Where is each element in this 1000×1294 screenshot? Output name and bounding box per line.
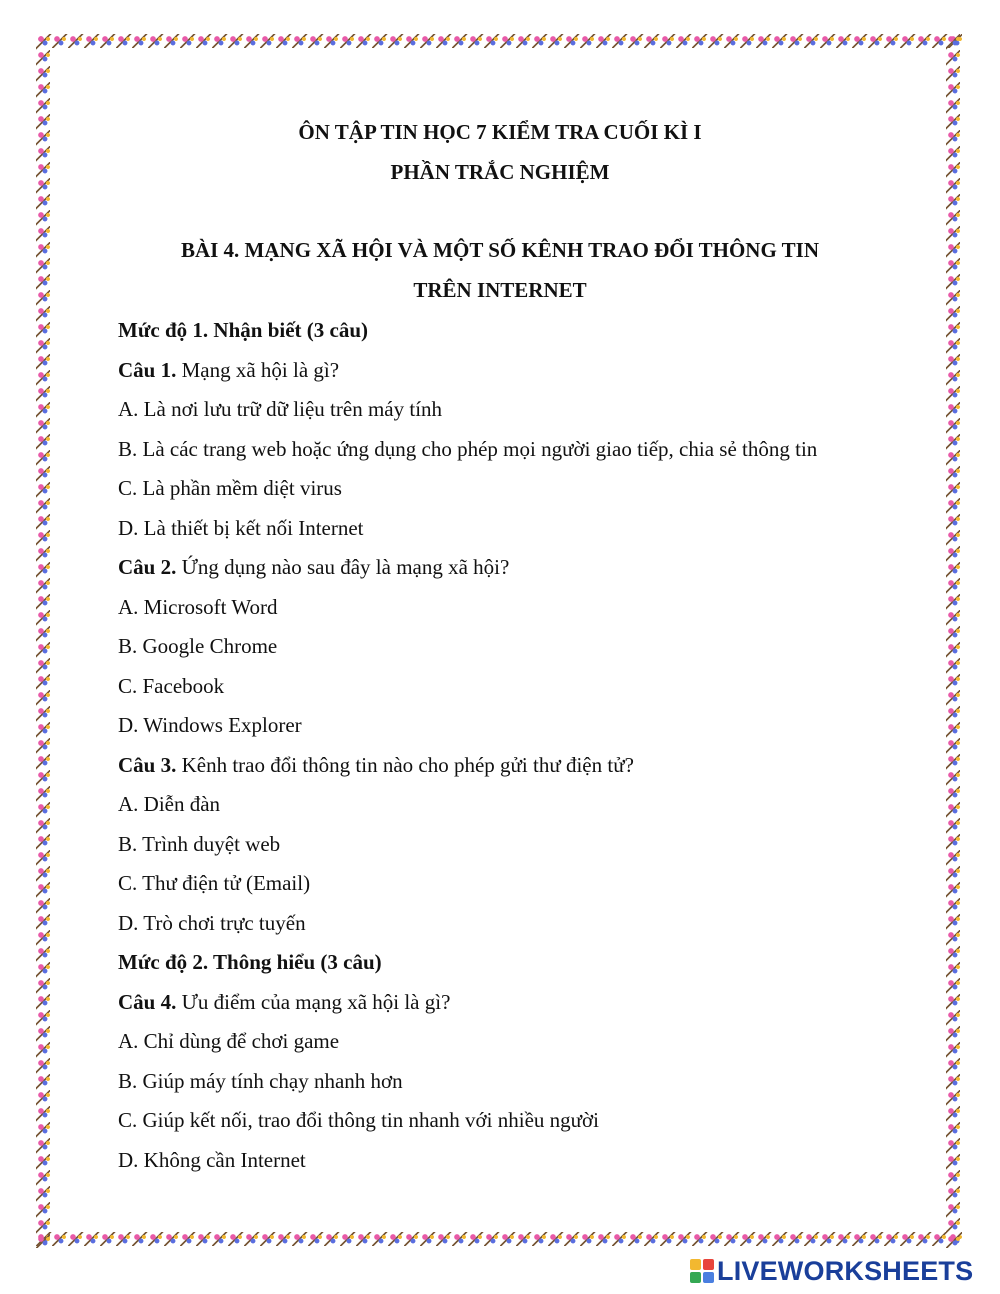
worksheet-title: ÔN TẬP TIN HỌC 7 KIỂM TRA CUỐI KÌ I xyxy=(298,120,702,144)
answer-option[interactable]: B. Giúp máy tính chạy nhanh hơn xyxy=(118,1068,403,1093)
answer-option[interactable]: B. Trình duyệt web xyxy=(118,831,281,856)
question-text: Ưu điểm của mạng xã hội là gì? xyxy=(176,989,451,1014)
answer-option[interactable]: A. Microsoft Word xyxy=(118,594,278,619)
decorative-border-right xyxy=(946,34,962,1248)
answer-option[interactable]: C. Facebook xyxy=(118,673,225,698)
level-heading: Mức độ 1. Nhận biết (3 câu) xyxy=(118,318,369,342)
logo-tile xyxy=(690,1259,701,1270)
question-text: Ứng dụng nào sau đây là mạng xã hội? xyxy=(176,555,510,579)
answer-option[interactable]: D. Là thiết bị kết nối Internet xyxy=(118,515,364,540)
answer-option[interactable]: C. Là phần mềm diệt virus xyxy=(118,476,342,500)
logo-tile xyxy=(690,1272,701,1283)
worksheet-subtitle: PHẦN TRẮC NGHIỆM xyxy=(390,160,610,184)
question-list xyxy=(118,312,918,1181)
question-number: Câu 3. xyxy=(118,752,177,777)
decorative-border-left xyxy=(36,34,52,1248)
answer-option[interactable]: C. Giúp kết nối, trao đổi thông tin nhanh với nhiều người xyxy=(118,1108,599,1132)
answer-option[interactable]: C. Thư điện tử (Email) xyxy=(118,871,311,895)
answer-option[interactable]: D. Không cần Internet xyxy=(118,1147,306,1172)
decorative-border-bottom xyxy=(36,1232,962,1248)
answer-option[interactable]: A. Chỉ dùng để chơi game xyxy=(118,1029,340,1053)
liveworksheets-logo-icon xyxy=(690,1259,714,1283)
question-4 xyxy=(118,984,918,1024)
liveworksheets-logo[interactable] xyxy=(690,1256,973,1286)
logo-text: LIVEWORKSHEETS xyxy=(717,1255,974,1286)
question-3 xyxy=(118,747,918,787)
lesson-title: BÀI 4. MẠNG XÃ HỘI VÀ MỘT SỐ KÊNH TRAO ĐỔI THÔNG TIN xyxy=(180,238,820,262)
decorative-border-top xyxy=(36,34,962,50)
question-text: Kênh trao đổi thông tin nào cho phép gửi thư điện tử? xyxy=(176,752,634,777)
logo-tile xyxy=(703,1259,714,1270)
answer-option[interactable]: B. Google Chrome xyxy=(118,634,278,658)
answer-option[interactable]: B. Là các trang web hoặc ứng dụng cho phép mọi người giao tiếp, chia sẻ thông tin xyxy=(118,436,818,461)
question-1 xyxy=(118,352,918,392)
question-number: Câu 4. xyxy=(118,989,177,1014)
lesson-title-continued: TRÊN INTERNET xyxy=(413,278,587,302)
answer-option[interactable]: A. Diễn đàn xyxy=(118,792,221,816)
question-number: Câu 1. xyxy=(118,357,177,382)
answer-option[interactable]: D. Windows Explorer xyxy=(118,713,302,737)
question-text: Mạng xã hội là gì? xyxy=(176,357,340,382)
level-heading: Mức độ 2. Thông hiểu (3 câu) xyxy=(118,950,382,974)
question-number: Câu 2. xyxy=(118,555,177,579)
logo-tile xyxy=(703,1272,714,1283)
answer-option[interactable]: D. Trò chơi trực tuyến xyxy=(118,910,306,935)
answer-option[interactable]: A. Là nơi lưu trữ dữ liệu trên máy tính xyxy=(118,397,443,421)
question-2 xyxy=(118,549,918,589)
